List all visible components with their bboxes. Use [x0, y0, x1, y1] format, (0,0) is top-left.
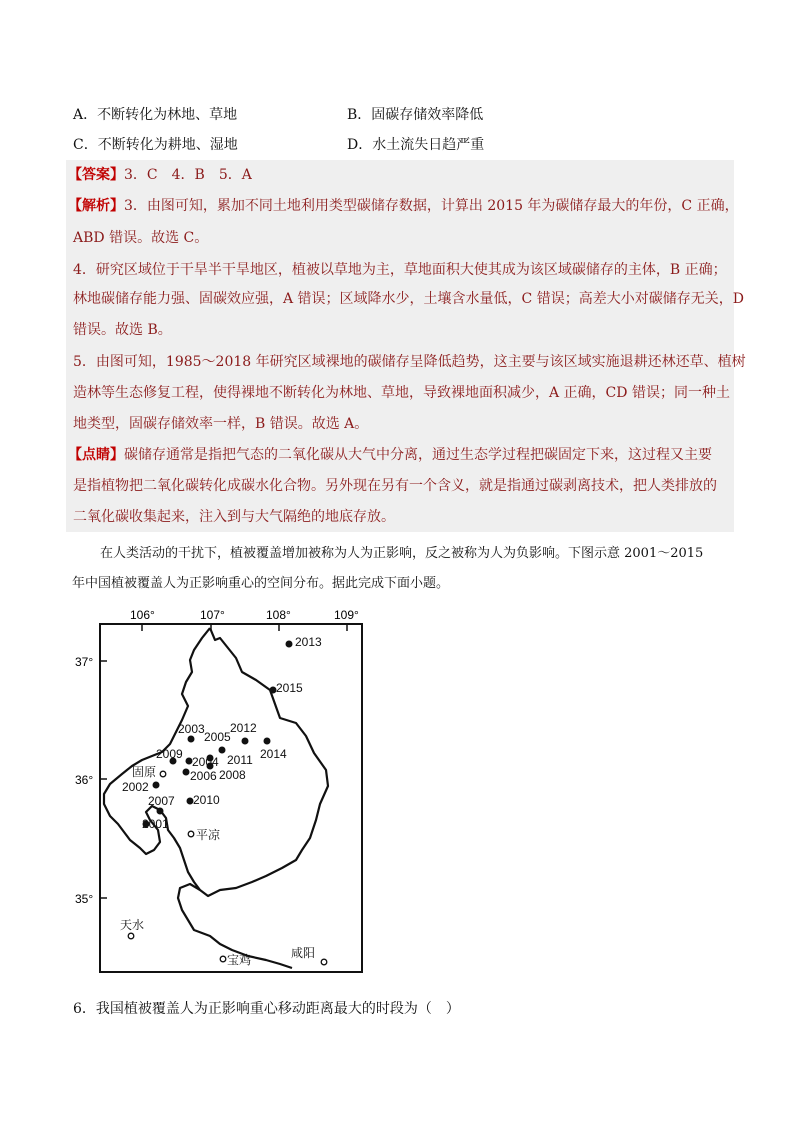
- lat-label-37: 37°: [75, 655, 94, 669]
- label-2005: 2005: [204, 730, 231, 744]
- point-2013: [286, 641, 293, 648]
- answer-text: 3．C 4．B 5．A: [124, 167, 252, 183]
- label-2011: 2011: [227, 753, 253, 767]
- analysis-line-2: ABD 错误。故选 C。: [73, 230, 209, 246]
- option-a: A．不断转化为林地、草地: [73, 107, 238, 123]
- label-2001: 2001: [142, 817, 169, 831]
- label-2010: 2010: [193, 793, 220, 807]
- lon-label-107: 107°: [200, 608, 225, 622]
- city-tianshui: 天水: [120, 918, 145, 932]
- analysis-text: 3．由图可知，累加不同土地利用类型碳储存数据，计算出 2015 年为碳储存最大的年份，C 正确，: [124, 198, 739, 214]
- city-pingliang: 平凉: [196, 828, 221, 842]
- analysis-line-3: 4．研究区域位于干旱半干旱地区，植被以草地为主，草地面积大使其成为该区域碳储存的主体，B 正确；: [73, 262, 727, 278]
- city-baoji-marker: [220, 956, 226, 962]
- point-2012: [242, 738, 249, 745]
- city-guyuan: 固原: [132, 765, 157, 779]
- analysis-line-6: 5．由图可知，1985～2018 年研究区域裸地的碳储存呈降低趋势，这主要与该区域实施退耕还林还草、植树: [73, 354, 746, 370]
- option-d: D．水土流失日趋严重: [347, 137, 485, 153]
- city-baoji: 宝鸡: [227, 953, 252, 967]
- point-2014: [264, 738, 271, 745]
- city-guyuan-marker: [160, 771, 166, 777]
- question-6: 6．我国植被覆盖人为正影响重心移动距离最大的时段为（ ）: [73, 1001, 460, 1017]
- note-line-2: 是指植物把二氧化碳转化成碳水化合物。另外现在另有一个含义，就是指通过碳剥离技术，把人类排放的: [73, 478, 717, 494]
- option-b: B．固碳存储效率降低: [347, 107, 484, 123]
- point-2003: [188, 736, 195, 743]
- label-2015: 2015: [276, 681, 303, 695]
- city-xianyang: 咸阳: [291, 946, 316, 960]
- label-2013: 2013: [295, 635, 322, 649]
- note-line-3: 二氧化碳收集起来，注入到与大气隔绝的地底存放。: [73, 509, 395, 525]
- lon-label-106: 106°: [130, 608, 155, 622]
- analysis-line-1: [68, 197, 739, 215]
- intro-line-2: 年中国植被覆盖人为正影响重心的空间分布。据此完成下面小题。: [72, 576, 450, 591]
- label-2014: 2014: [260, 747, 287, 761]
- note-tag: 【点睛】: [68, 447, 124, 463]
- label-2004: 2004: [192, 755, 219, 769]
- label-2008: 2008: [219, 768, 246, 782]
- label-2003: 2003: [178, 722, 205, 736]
- option-c: C．不断转化为耕地、湿地: [73, 137, 238, 153]
- label-2006: 2006: [190, 769, 217, 783]
- vegetation-centroid-map: [70, 598, 370, 978]
- lon-label-108: 108°: [266, 608, 291, 622]
- analysis-line-7: 造林等生态修复工程，使得裸地不断转化为林地、草地，导致裸地面积减少，A 正确，CD 错误；同一种土: [73, 385, 730, 401]
- label-2009: 2009: [156, 747, 183, 761]
- city-pingliang-marker: [188, 831, 194, 837]
- answer-line: [68, 166, 252, 184]
- analysis-tag: 【解析】: [68, 198, 124, 214]
- analysis-line-8: 地类型，固碳存储效率一样，B 错误。故选 A。: [73, 416, 369, 432]
- note-text: 碳储存通常是指把气态的二氧化碳从大气中分离，通过生态学过程把碳固定下来，这过程又主要: [124, 447, 712, 463]
- note-line-1: [68, 446, 712, 464]
- city-xianyang-marker: [321, 959, 327, 965]
- point-2002: [153, 782, 160, 789]
- lon-label-109: 109°: [334, 608, 359, 622]
- point-2006: [183, 769, 190, 776]
- point-2007: [157, 808, 164, 815]
- city-tianshui-marker: [128, 933, 134, 939]
- analysis-line-4: 林地碳储存能力强、固碳效应强，A 错误；区域降水少，土壤含水量低，C 错误；高差大小对碳储存无关，D: [73, 291, 744, 307]
- point-2005: [219, 747, 226, 754]
- label-2002: 2002: [122, 780, 149, 794]
- lat-label-35: 35°: [75, 892, 94, 906]
- intro-line-1: 在人类活动的干扰下，植被覆盖增加被称为人为正影响，反之被称为人为负影响。下图示意 2001～2015: [100, 546, 704, 561]
- label-2007: 2007: [148, 794, 175, 808]
- answer-tag: 【答案】: [68, 167, 124, 183]
- lat-label-36: 36°: [75, 773, 94, 787]
- label-2012: 2012: [230, 721, 257, 735]
- analysis-line-5: 错误。故选 B。: [73, 322, 172, 338]
